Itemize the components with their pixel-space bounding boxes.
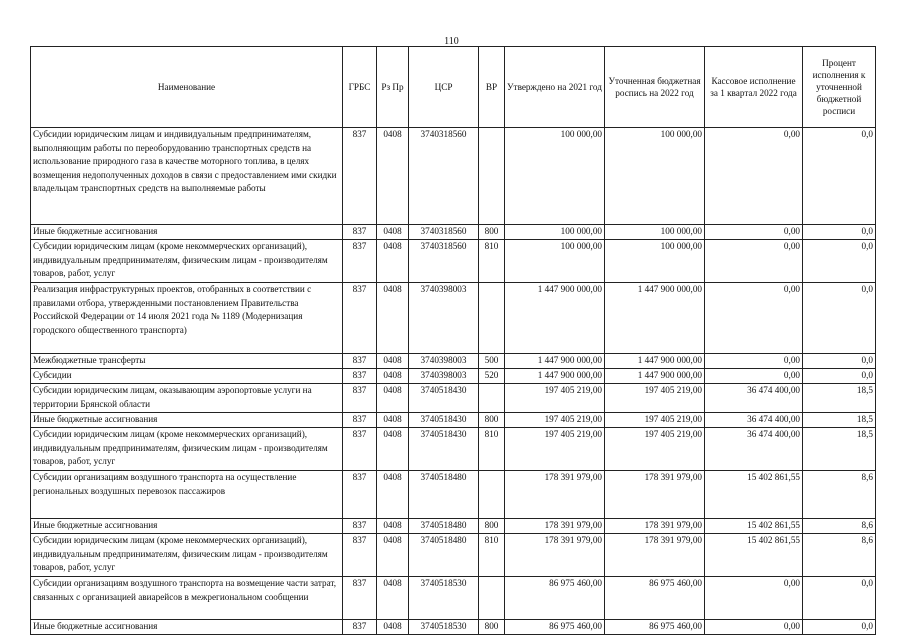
cell-percent: 0,0 bbox=[803, 369, 876, 384]
cell-vr bbox=[479, 283, 505, 354]
cell-csr: 3740518430 bbox=[409, 428, 479, 471]
cell-grbs: 837 bbox=[343, 534, 377, 577]
cell-cash: 36 474 400,00 bbox=[705, 428, 803, 471]
cell-csr: 3740318560 bbox=[409, 225, 479, 240]
cell-grbs: 837 bbox=[343, 577, 377, 620]
table-row bbox=[31, 283, 876, 354]
cell-rzpr: 0408 bbox=[377, 354, 409, 369]
table-row bbox=[31, 577, 876, 620]
cell-vr bbox=[479, 471, 505, 519]
cell-name: Субсидии юридическим лицам и индивидуальным предпринимателям, выполняющим работы по переоборудованию транспортных средств на использование природного газа в качестве моторного топлива, в целях возмещения недополученных доходов в связи с предоставлением ими скидки владельцам транспортных средств на выполняемые работы bbox=[31, 128, 343, 225]
table-row bbox=[31, 225, 876, 240]
cell-name: Субсидии организациям воздушного транспорта на возмещение части затрат, связанных с организацией авиарейсов в межрегиональном сообщении bbox=[31, 577, 343, 620]
cell-refined: 86 975 460,00 bbox=[605, 620, 705, 635]
cell-vr: 500 bbox=[479, 354, 505, 369]
cell-approved: 197 405 219,00 bbox=[505, 428, 605, 471]
cell-approved: 100 000,00 bbox=[505, 240, 605, 283]
cell-cash: 0,00 bbox=[705, 620, 803, 635]
cell-grbs: 837 bbox=[343, 354, 377, 369]
cell-approved: 178 391 979,00 bbox=[505, 534, 605, 577]
cell-percent: 0,0 bbox=[803, 620, 876, 635]
cell-rzpr: 0408 bbox=[377, 225, 409, 240]
cell-vr bbox=[479, 128, 505, 225]
cell-cash: 0,00 bbox=[705, 128, 803, 225]
table-row bbox=[31, 369, 876, 384]
cell-refined: 1 447 900 000,00 bbox=[605, 369, 705, 384]
cell-name: Субсидии организациям воздушного транспорта на осуществление региональных воздушных перевозок пассажиров bbox=[31, 471, 343, 519]
cell-csr: 3740398003 bbox=[409, 369, 479, 384]
cell-name: Иные бюджетные ассигнования bbox=[31, 225, 343, 240]
cell-approved: 178 391 979,00 bbox=[505, 471, 605, 519]
cell-rzpr: 0408 bbox=[377, 413, 409, 428]
cell-refined: 100 000,00 bbox=[605, 225, 705, 240]
table-row bbox=[31, 519, 876, 534]
cell-approved: 100 000,00 bbox=[505, 225, 605, 240]
table-header-row bbox=[31, 47, 876, 128]
header-refined: Уточненная бюджетная роспись на 2022 год bbox=[605, 47, 705, 128]
cell-grbs: 837 bbox=[343, 225, 377, 240]
cell-percent: 18,5 bbox=[803, 413, 876, 428]
cell-refined: 100 000,00 bbox=[605, 128, 705, 225]
cell-vr: 810 bbox=[479, 240, 505, 283]
cell-grbs: 837 bbox=[343, 240, 377, 283]
cell-percent: 8,6 bbox=[803, 534, 876, 577]
table-row bbox=[31, 471, 876, 519]
table-row bbox=[31, 413, 876, 428]
cell-approved: 1 447 900 000,00 bbox=[505, 283, 605, 354]
header-rzpr: Рз Пр bbox=[377, 47, 409, 128]
cell-percent: 0,0 bbox=[803, 283, 876, 354]
cell-name: Межбюджетные трансферты bbox=[31, 354, 343, 369]
cell-cash: 36 474 400,00 bbox=[705, 384, 803, 413]
cell-refined: 197 405 219,00 bbox=[605, 413, 705, 428]
cell-vr: 800 bbox=[479, 225, 505, 240]
cell-name: Иные бюджетные ассигнования bbox=[31, 620, 343, 635]
budget-table bbox=[30, 46, 876, 635]
cell-percent: 0,0 bbox=[803, 354, 876, 369]
cell-vr: 800 bbox=[479, 519, 505, 534]
header-cash: Кассовое исполнение за 1 квартал 2022 года bbox=[705, 47, 803, 128]
cell-refined: 86 975 460,00 bbox=[605, 577, 705, 620]
cell-vr bbox=[479, 384, 505, 413]
table-row bbox=[31, 534, 876, 577]
cell-cash: 0,00 bbox=[705, 240, 803, 283]
cell-vr: 810 bbox=[479, 534, 505, 577]
cell-vr: 810 bbox=[479, 428, 505, 471]
cell-approved: 100 000,00 bbox=[505, 128, 605, 225]
header-name: Наименование bbox=[31, 47, 343, 128]
cell-csr: 3740398003 bbox=[409, 283, 479, 354]
cell-name: Иные бюджетные ассигнования bbox=[31, 519, 343, 534]
cell-approved: 197 405 219,00 bbox=[505, 413, 605, 428]
cell-rzpr: 0408 bbox=[377, 577, 409, 620]
cell-vr: 800 bbox=[479, 413, 505, 428]
cell-csr: 3740518530 bbox=[409, 577, 479, 620]
cell-rzpr: 0408 bbox=[377, 240, 409, 283]
cell-percent: 18,5 bbox=[803, 384, 876, 413]
cell-approved: 1 447 900 000,00 bbox=[505, 369, 605, 384]
table-row bbox=[31, 384, 876, 413]
cell-rzpr: 0408 bbox=[377, 519, 409, 534]
cell-percent: 0,0 bbox=[803, 128, 876, 225]
cell-rzpr: 0408 bbox=[377, 534, 409, 577]
cell-vr: 800 bbox=[479, 620, 505, 635]
cell-csr: 3740398003 bbox=[409, 354, 479, 369]
cell-csr: 3740518530 bbox=[409, 620, 479, 635]
cell-grbs: 837 bbox=[343, 413, 377, 428]
cell-grbs: 837 bbox=[343, 283, 377, 354]
cell-csr: 3740318560 bbox=[409, 240, 479, 283]
cell-rzpr: 0408 bbox=[377, 128, 409, 225]
cell-refined: 1 447 900 000,00 bbox=[605, 283, 705, 354]
cell-cash: 0,00 bbox=[705, 225, 803, 240]
cell-cash: 15 402 861,55 bbox=[705, 471, 803, 519]
cell-grbs: 837 bbox=[343, 428, 377, 471]
cell-vr bbox=[479, 577, 505, 620]
cell-percent: 0,0 bbox=[803, 240, 876, 283]
cell-csr: 3740518430 bbox=[409, 384, 479, 413]
header-csr: ЦСР bbox=[409, 47, 479, 128]
cell-cash: 36 474 400,00 bbox=[705, 413, 803, 428]
cell-name: Субсидии юридическим лицам (кроме некоммерческих организаций), индивидуальным предпринимателям, физическим лицам - производителям товаров, работ, услуг bbox=[31, 240, 343, 283]
cell-percent: 8,6 bbox=[803, 519, 876, 534]
cell-rzpr: 0408 bbox=[377, 471, 409, 519]
cell-approved: 197 405 219,00 bbox=[505, 384, 605, 413]
cell-name: Субсидии юридическим лицам (кроме некоммерческих организаций), индивидуальным предпринимателям, физическим лицам - производителям товаров, работ, услуг bbox=[31, 428, 343, 471]
cell-refined: 178 391 979,00 bbox=[605, 519, 705, 534]
page-number: 110 bbox=[444, 36, 459, 47]
table-row bbox=[31, 240, 876, 283]
cell-percent: 8,6 bbox=[803, 471, 876, 519]
cell-cash: 15 402 861,55 bbox=[705, 534, 803, 577]
cell-name: Субсидии юридическим лицам, оказывающим аэропортовые услуги на территории Брянской области bbox=[31, 384, 343, 413]
header-grbs: ГРБС bbox=[343, 47, 377, 128]
cell-csr: 3740518480 bbox=[409, 519, 479, 534]
table-row bbox=[31, 354, 876, 369]
cell-approved: 1 447 900 000,00 bbox=[505, 354, 605, 369]
cell-percent: 18,5 bbox=[803, 428, 876, 471]
cell-refined: 197 405 219,00 bbox=[605, 428, 705, 471]
cell-grbs: 837 bbox=[343, 369, 377, 384]
cell-name: Реализация инфраструктурных проектов, отобранных в соответствии с правилами отбора, утвержденными постановлением Правительства Российской Федерации от 14 июля 2021 года № 1189 (Модернизация городского общественного транспорта) bbox=[31, 283, 343, 354]
cell-approved: 86 975 460,00 bbox=[505, 620, 605, 635]
table-row bbox=[31, 428, 876, 471]
cell-grbs: 837 bbox=[343, 128, 377, 225]
cell-grbs: 837 bbox=[343, 471, 377, 519]
cell-csr: 3740518480 bbox=[409, 471, 479, 519]
table-row bbox=[31, 128, 876, 225]
cell-refined: 178 391 979,00 bbox=[605, 471, 705, 519]
cell-approved: 178 391 979,00 bbox=[505, 519, 605, 534]
cell-name: Субсидии юридическим лицам (кроме некоммерческих организаций), индивидуальным предпринимателям, физическим лицам - производителям товаров, работ, услуг bbox=[31, 534, 343, 577]
cell-refined: 197 405 219,00 bbox=[605, 384, 705, 413]
header-approved: Утверждено на 2021 год bbox=[505, 47, 605, 128]
cell-csr: 3740518480 bbox=[409, 534, 479, 577]
cell-rzpr: 0408 bbox=[377, 384, 409, 413]
cell-rzpr: 0408 bbox=[377, 369, 409, 384]
cell-vr: 520 bbox=[479, 369, 505, 384]
header-vr: ВР bbox=[479, 47, 505, 128]
header-percent: Процент исполнения к уточненной бюджетной росписи bbox=[803, 47, 876, 128]
cell-grbs: 837 bbox=[343, 519, 377, 534]
table-row bbox=[31, 620, 876, 635]
cell-name: Иные бюджетные ассигнования bbox=[31, 413, 343, 428]
cell-percent: 0,0 bbox=[803, 577, 876, 620]
cell-cash: 0,00 bbox=[705, 354, 803, 369]
cell-cash: 15 402 861,55 bbox=[705, 519, 803, 534]
cell-cash: 0,00 bbox=[705, 283, 803, 354]
cell-rzpr: 0408 bbox=[377, 283, 409, 354]
cell-cash: 0,00 bbox=[705, 577, 803, 620]
cell-grbs: 837 bbox=[343, 384, 377, 413]
cell-grbs: 837 bbox=[343, 620, 377, 635]
cell-percent: 0,0 bbox=[803, 225, 876, 240]
cell-name: Субсидии bbox=[31, 369, 343, 384]
cell-csr: 3740518430 bbox=[409, 413, 479, 428]
cell-cash: 0,00 bbox=[705, 369, 803, 384]
cell-refined: 100 000,00 bbox=[605, 240, 705, 283]
cell-refined: 178 391 979,00 bbox=[605, 534, 705, 577]
cell-rzpr: 0408 bbox=[377, 428, 409, 471]
cell-csr: 3740318560 bbox=[409, 128, 479, 225]
cell-approved: 86 975 460,00 bbox=[505, 577, 605, 620]
cell-refined: 1 447 900 000,00 bbox=[605, 354, 705, 369]
cell-rzpr: 0408 bbox=[377, 620, 409, 635]
